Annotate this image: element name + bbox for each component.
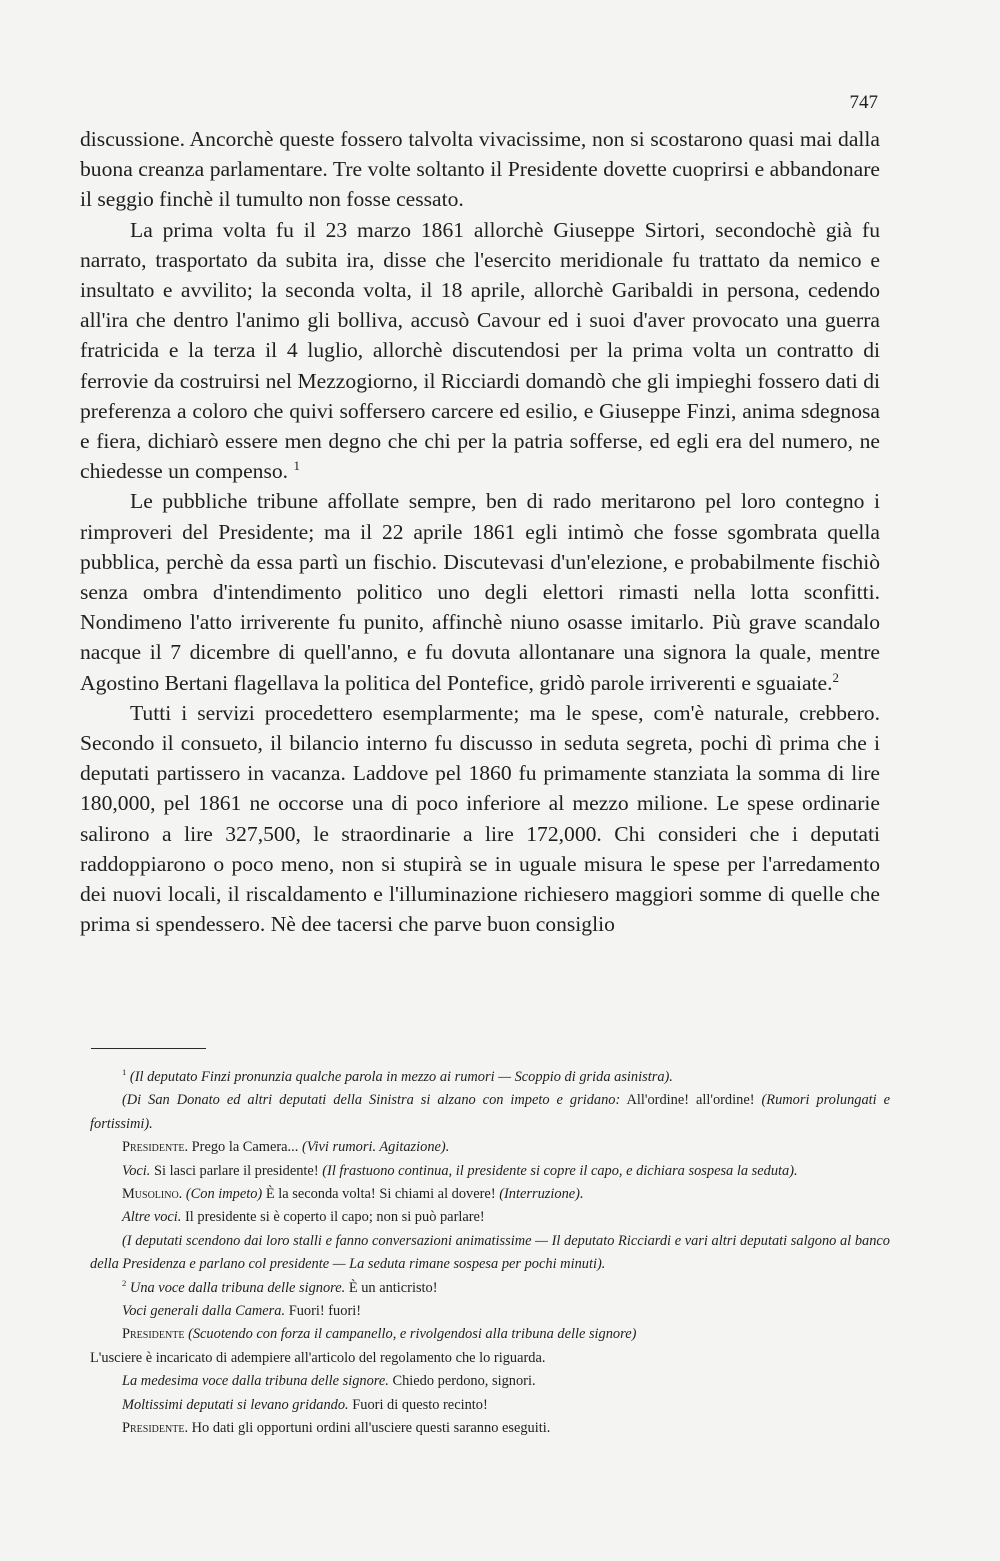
note-line-2 <box>90 1089 890 1136</box>
note-10-italic: (Scuotendo con forza il campanello, e rivolgendosi alla tribuna delle signore) <box>188 1326 637 1343</box>
note-line-4 <box>90 1160 890 1183</box>
note-6-plain: Il presidente si è coperto il capo; non si può parlare! <box>185 1209 485 1226</box>
paragraph-2-text: La prima volta fu il 23 marzo 1861 allorchè Giuseppe Sirtori, secondochè già fu narrato, trasportato da subita ira, disse che l'esercito meridionale fu trattato da nemico e insultato e avvilito; la seconda volta, il 18 aprile, allorchè Garibaldi in persona, cedendo all'ira che dentro l'animo gli bolliva, accusò Cavour ed i suoi d'aver provocato una guerra fratricida e la terza il 4 luglio, allorchè discutendosi per la prima volta un contratto di ferrovie da costruirsi nel Mezzogiorno, il Ricciardi domandò che gli impieghi fossero dati di preferenza a coloro che quivi soffersero carcere ed esilio, e Giuseppe Finzi, anima sdegnosa e fiera, dichiarò essere men degno che chi per la patria sofferse, ed egli era del numero, ne chiedesse un compenso. <box>80 217 880 484</box>
note-14-plain: Ho dati gli opportuni ordini all'usciere questi saranno eseguiti. <box>191 1420 551 1437</box>
note-line-6 <box>90 1206 890 1229</box>
note-line-9 <box>90 1300 890 1323</box>
note-1-text: (Il deputato Finzi pronunzia qualche parola in mezzo ai rumori — Scoppio di grida asinistra). <box>129 1069 673 1085</box>
note-5-speaker: Musolino. <box>122 1186 183 1203</box>
paragraph-1-text: discussione. Ancorchè queste fossero talvolta vivacissime, non si scostarono quasi mai dalla buona creanza parlamentare. Tre volte soltanto il Presidente dovette cuoprirsi e abbandonare il seggio finchè il tumulto non fosse cessato. <box>80 127 880 212</box>
footnote-separator <box>91 1048 206 1049</box>
footnote-mark-2: 2 <box>832 669 839 685</box>
paragraph-4 <box>80 698 880 940</box>
paragraph-1 <box>80 124 880 215</box>
note-line-14 <box>90 1417 890 1440</box>
main-text <box>80 124 880 939</box>
note-mark-1: 1 <box>122 1067 127 1078</box>
page-number: 747 <box>849 92 878 113</box>
note-4-italic: (Il frastuono continua, il presidente si copre il capo, e dichiara sospesa la seduta). <box>322 1162 798 1179</box>
note-line-7 <box>90 1230 890 1277</box>
note-line-1 <box>90 1066 890 1089</box>
note-7-italic: (I deputati scendono dai loro stalli e fanno conversazioni animatissime — Il deputato Ricciardi e vari altri deputati salgono al banco della Presidenza e parlano col presidente — La seduta rimane sospesa per pochi minuti). <box>90 1232 890 1273</box>
note-line-13 <box>90 1394 890 1417</box>
note-mark-2: 2 <box>122 1277 127 1288</box>
note-6-speaker: Altre voci. <box>122 1209 182 1226</box>
note-12-plain: Chiedo perdono, signori. <box>392 1373 536 1390</box>
note-8-italic: Una voce dalla tribuna delle signore. <box>129 1279 346 1296</box>
note-3-plain: Prego la Camera... <box>191 1139 299 1156</box>
paragraph-3 <box>80 486 880 697</box>
note-line-10 <box>90 1323 890 1346</box>
note-4-plain: Si lasci parlare il presidente! <box>153 1162 319 1179</box>
note-10-speaker: Presidente <box>122 1326 185 1343</box>
note-line-8 <box>90 1277 890 1300</box>
note-2-plain: All'ordine! all'ordine! <box>626 1092 755 1109</box>
paragraph-2 <box>80 215 880 487</box>
note-9-plain: Fuori! fuori! <box>288 1303 362 1320</box>
note-2-italic: (Di San Donato ed altri deputati della Sinistra si alzano con impeto e gridano: <box>122 1092 621 1109</box>
note-4-speaker: Voci. <box>122 1162 151 1179</box>
note-12-italic: La medesima voce dalla tribuna delle signore. <box>122 1373 389 1390</box>
note-2-italic-end: (Rumori prolungati e fortissimi). <box>90 1092 891 1132</box>
note-5-plain: È la seconda volta! Si chiami al dovere! <box>265 1186 496 1203</box>
paragraph-3-text: Le pubbliche tribune affollate sempre, ben di rado meritarono pel loro contegno i rimproveri del Presidente; ma il 22 aprile 1861 egli intimò che fosse sgombrata quella pubblica, perchè da essa partì un fischio. Discutevasi d'un'elezione, e probabilmente fischiò senza ombra d'intendimento politico uno degli elettori rimasti nella lotta sconfitti. Nondimeno l'atto irriverente fu punito, affinchè niuno osasse imitarlo. Più grave scandalo nacque il 7 dicembre di quell'anno, e fu dovuta allontanare una signora la quale, mentre Agostino Bertani flagellava la politica del Pontefice, gridò parole irriverenti e sguaiate. <box>80 489 880 695</box>
note-line-12 <box>90 1370 890 1393</box>
note-9-italic: Voci generali dalla Camera. <box>122 1303 286 1320</box>
note-14-speaker: Presidente. <box>122 1420 189 1437</box>
footnote-mark-1: 1 <box>293 458 300 474</box>
note-line-11 <box>90 1347 890 1370</box>
note-line-5 <box>90 1183 890 1206</box>
note-11-plain: L'usciere è incaricato di adempiere all'articolo del regolamento che lo riguarda. <box>90 1349 546 1366</box>
note-13-plain: Fuori di questo recinto! <box>352 1396 488 1413</box>
note-13-italic: Moltissimi deputati si levano gridando. <box>122 1396 349 1413</box>
footnotes <box>90 1066 890 1441</box>
note-3-italic: (Vivi rumori. Agitazione). <box>301 1139 450 1156</box>
note-5-italic: (Con impeto) <box>185 1186 263 1203</box>
note-line-3 <box>90 1136 890 1159</box>
note-8-plain: È un anticristo! <box>348 1279 438 1296</box>
paragraph-4-text: Tutti i servizi procedettero esemplarmente; ma le spese, com'è naturale, crebbero. Secondo il consueto, il bilancio interno fu discusso in seduta segreta, pochi dì prima che i deputati partissero in vacanza. Laddove pel 1860 fu primamente stanziata la somma di lire 180,000, pel 1861 ne occorse una di poco inferiore al mezzo milione. Le spese ordinarie salirono a lire 327,500, le straordinarie a lire 172,000. Chi consideri che i deputati raddoppiarono o poco meno, non si stupirà se in uguale misura le spese per l'arredamento dei nuovi locali, il riscaldamento e l'illuminazione richiesero maggiori somme di quelle che prima si spendessero. Nè dee tacersi che parve buon consiglio <box>80 700 880 937</box>
note-5-italic-end: (Interruzione). <box>499 1186 584 1203</box>
note-3-speaker: Presidente. <box>122 1139 189 1156</box>
